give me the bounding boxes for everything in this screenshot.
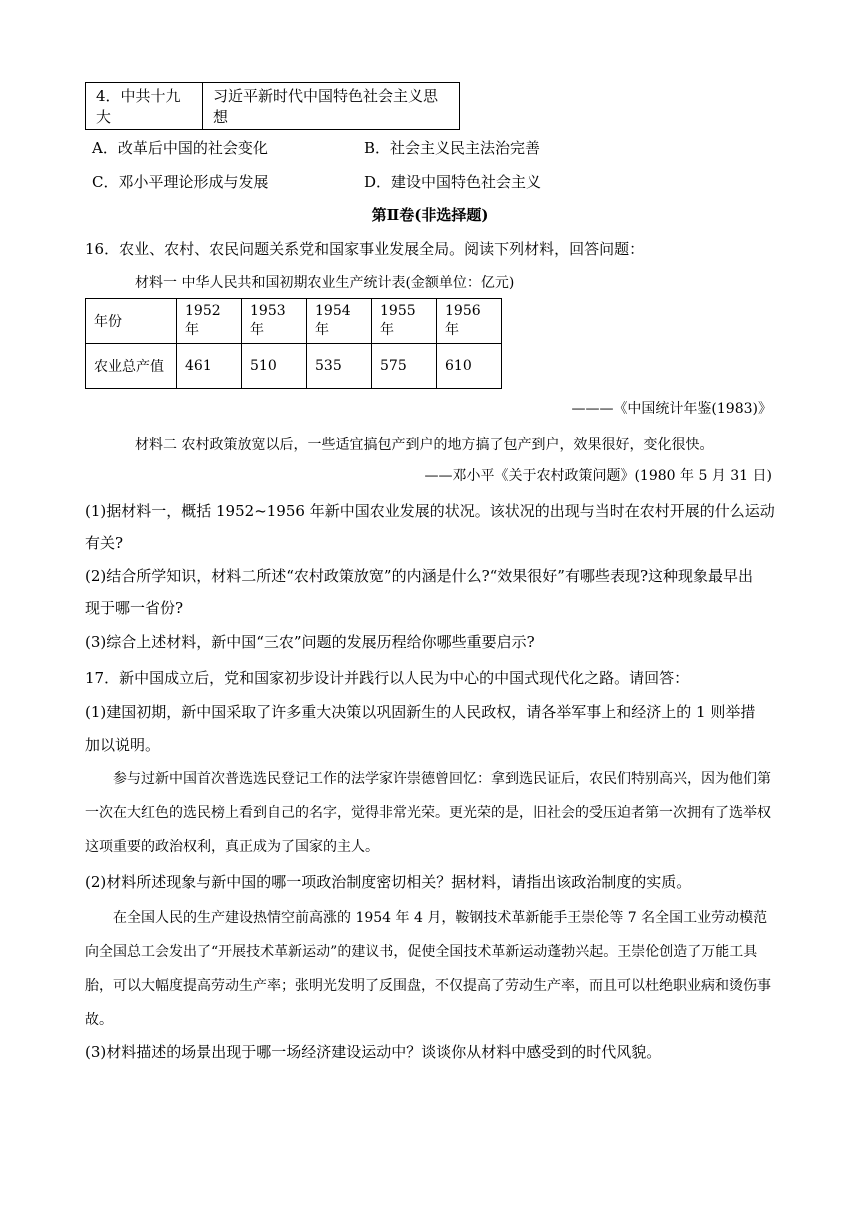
q16-sub1-line1: (1)据材料一，概括 1952~1956 年新中国农业发展的状况。该状况的出现与当时在农村开展的什么运动 (85, 502, 775, 520)
table-row (86, 83, 460, 130)
q16-sub1-line2: 有关? (85, 534, 124, 552)
q16-material2-source: ——邓小平《关于农村政策问题》(1980 年 5 月 31 日) (424, 468, 772, 484)
q16-material1-source: ———《中国统计年鉴(1983)》 (571, 401, 772, 417)
option-c: C．邓小平理论形成与发展 (92, 173, 269, 191)
table-year: 1955 年 (372, 299, 437, 344)
q17-sub2: (2)材料所述现象与新中国的哪一项政治制度密切相关？据材料，请指出该政治制度的实质。 (85, 873, 692, 891)
table-cell-content: 习近平新时代中国特色社会主义思想 (203, 83, 460, 130)
q17-sub1-line1: (1)建国初期，新中国采取了许多重大决策以巩固新生的人民政权，请各举军事上和经济上的 1 则举措 (85, 703, 756, 721)
option-a: A．改革后中国的社会变化 (92, 139, 268, 157)
q16-sub3: (3)综合上述材料，新中国“三农”问题的发展历程给你哪些重要启示? (85, 633, 535, 651)
q17-sub1-line2: 加以说明。 (85, 736, 161, 754)
q17-material2: 在全国人民的生产建设热情空前高涨的 1954 年 4 月，鞍钢技术革新能手王崇伦等 7 名全国工业劳动模范向全国总工会发出了“开展技术革新运动”的建议书，促使全国技术革新运动蓬勃兴起。王崇伦创造了万能工具胎，可以大幅度提高劳动生产率；张明光发明了反围盘，不仅提高了劳动生产率，而且可以杜绝职业病和烫伤事故。 (85, 910, 771, 1028)
table-cell-item: 4．中共十九大 (86, 83, 203, 130)
table-row (86, 344, 502, 389)
table-value: 535 (307, 344, 372, 389)
table-value: 510 (242, 344, 307, 389)
option-b: B．社会主义民主法治完善 (364, 139, 541, 157)
q16-material2-text: 材料二 农村政策放宽以后，一些适宜搞包产到户的地方搞了包产到户，效果很好，变化很快。 (135, 437, 714, 453)
theory-table (85, 82, 460, 130)
q17-stem: 17．新中国成立后，党和国家初步设计并践行以人民为中心的中国式现代化之路。请回答： (85, 669, 690, 687)
table-value: 575 (372, 344, 437, 389)
q17-sub3: (3)材料描述的场景出现于哪一场经济建设运动中？谈谈你从材料中感受到的时代风貌。 (85, 1043, 662, 1061)
table-value: 461 (177, 344, 242, 389)
table-year: 1954 年 (307, 299, 372, 344)
q16-sub2-line2: 现于哪一省份? (85, 599, 184, 617)
agriculture-stat-table (85, 298, 502, 389)
q16-sub2-line1: (2)结合所学知识，材料二所述“农村政策放宽”的内涵是什么?“效果很好”有哪些表现?这种现象最早出 (85, 567, 754, 585)
option-d: D．建设中国特色社会主义 (364, 173, 542, 191)
q17-material1: 参与过新中国首次普选选民登记工作的法学家许崇德曾回忆：拿到选民证后，农民们特别高兴，因为他们第一次在大红色的选民榜上看到自己的名字，觉得非常光荣。更光荣的是，旧社会的受压迫者第一次拥有了选举权这项重要的政治权利，真正成为了国家的主人。 (85, 771, 771, 855)
table-header-label: 年份 (86, 299, 177, 344)
q16-stem: 16．农业、农村、农民问题关系党和国家事业发展全局。阅读下列材料，回答问题： (85, 240, 645, 258)
table-row (86, 299, 502, 344)
table-year: 1956 年 (437, 299, 502, 344)
table-row-label: 农业总产值 (86, 344, 177, 389)
table-year: 1952 年 (177, 299, 242, 344)
q16-material1-title: 材料一 中华人民共和国初期农业生产统计表(金额单位：亿元) (135, 275, 515, 291)
table-year: 1953 年 (242, 299, 307, 344)
section-title: 第Ⅱ卷(非选择题) (371, 206, 489, 224)
table-value: 610 (437, 344, 502, 389)
